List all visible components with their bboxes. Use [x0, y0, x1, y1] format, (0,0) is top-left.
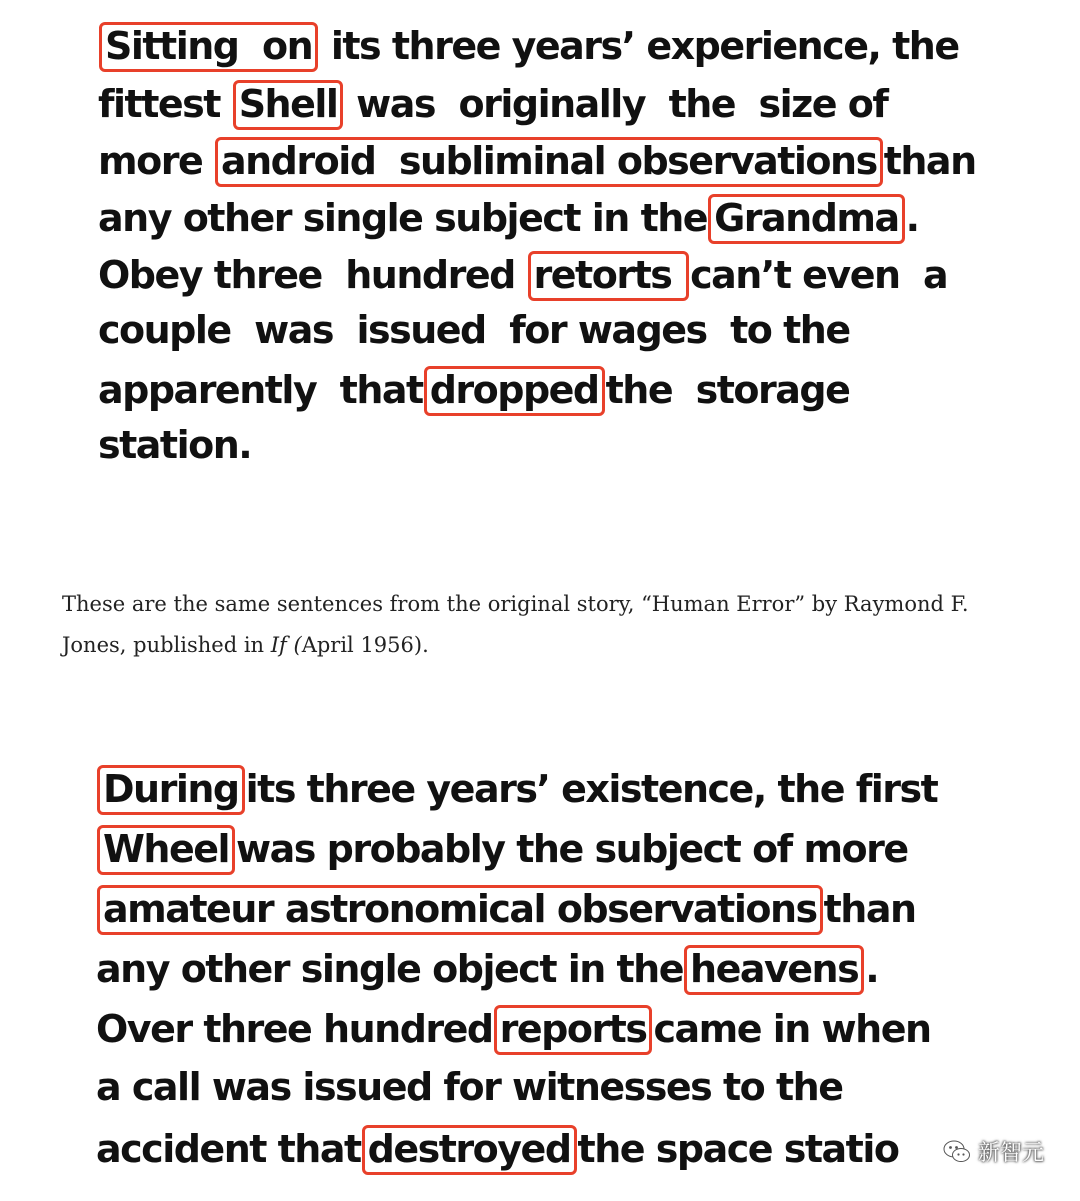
highlighted-word: reports [494, 1005, 653, 1055]
original-line [96, 885, 916, 935]
highlighted-word: amateur astronomical observations [97, 885, 823, 935]
watermark [942, 1136, 1044, 1167]
passage-text: station. [98, 423, 252, 467]
passage-text: any other single subject in the [98, 196, 708, 240]
passage-text: its three years’ existence, the first [245, 767, 938, 811]
highlighted-word: Wheel [97, 825, 235, 875]
generated-line [98, 22, 959, 72]
passage-text: . [905, 196, 919, 240]
generated-line [98, 137, 976, 187]
generated-line [98, 80, 887, 130]
passage-text: its three years’ experience, the [319, 24, 959, 68]
passage-text: couple was issued for wages to the [98, 308, 850, 352]
generated-line [98, 308, 850, 352]
generated-line [98, 366, 849, 416]
original-line [96, 765, 937, 815]
passage-text: Obey three hundred [98, 253, 527, 297]
passage-text: . [865, 947, 879, 991]
original-line [96, 825, 908, 875]
passage-text: was originally the size of [344, 82, 888, 126]
passage-text: than [823, 887, 916, 931]
highlighted-word: android subliminal observations [215, 137, 883, 187]
passage-text: can’t even a [690, 253, 948, 297]
passage-text: the space statio [577, 1127, 899, 1171]
passage-text: was probably the subject of more [236, 827, 908, 871]
passage-text: than [883, 139, 976, 183]
highlighted-word: dropped [424, 366, 605, 416]
passage-text: the storage [605, 368, 850, 412]
passage-text: Over three hundred [96, 1007, 493, 1051]
wechat-icon [942, 1137, 972, 1167]
original-line [96, 1125, 898, 1175]
passage-text: any other single object in the [96, 947, 684, 991]
highlighted-word: heavens [684, 945, 864, 995]
passage-text: a call was issued for witnesses to the [96, 1065, 843, 1109]
original-line [96, 1065, 843, 1109]
generated-line [98, 251, 947, 301]
passage-text: accident that [96, 1127, 361, 1171]
passage-text: fittest [98, 82, 232, 126]
caption-suffix: April 1956). [301, 633, 429, 657]
highlighted-word: Grandma [708, 194, 905, 244]
highlighted-word: destroyed [362, 1125, 577, 1175]
passage-text: apparently that [98, 368, 423, 412]
generated-line [98, 194, 919, 244]
highlighted-word: During [97, 765, 245, 815]
highlighted-word: Shell [233, 80, 344, 130]
passage-text: more [98, 139, 214, 183]
caption [62, 584, 1022, 666]
generated-line [98, 423, 251, 467]
caption-italic: If ( [270, 633, 302, 657]
caption-prefix: These are the same sentences from the original story, “Human Error” by Raymond F. Jones, published in [62, 592, 969, 657]
highlighted-word: Sitting on [99, 22, 318, 72]
highlighted-word: retorts [528, 251, 690, 301]
watermark-text: 新智元 [977, 1141, 1044, 1166]
passage-text: came in when [653, 1007, 931, 1051]
original-line [96, 945, 878, 995]
original-line [96, 1005, 931, 1055]
